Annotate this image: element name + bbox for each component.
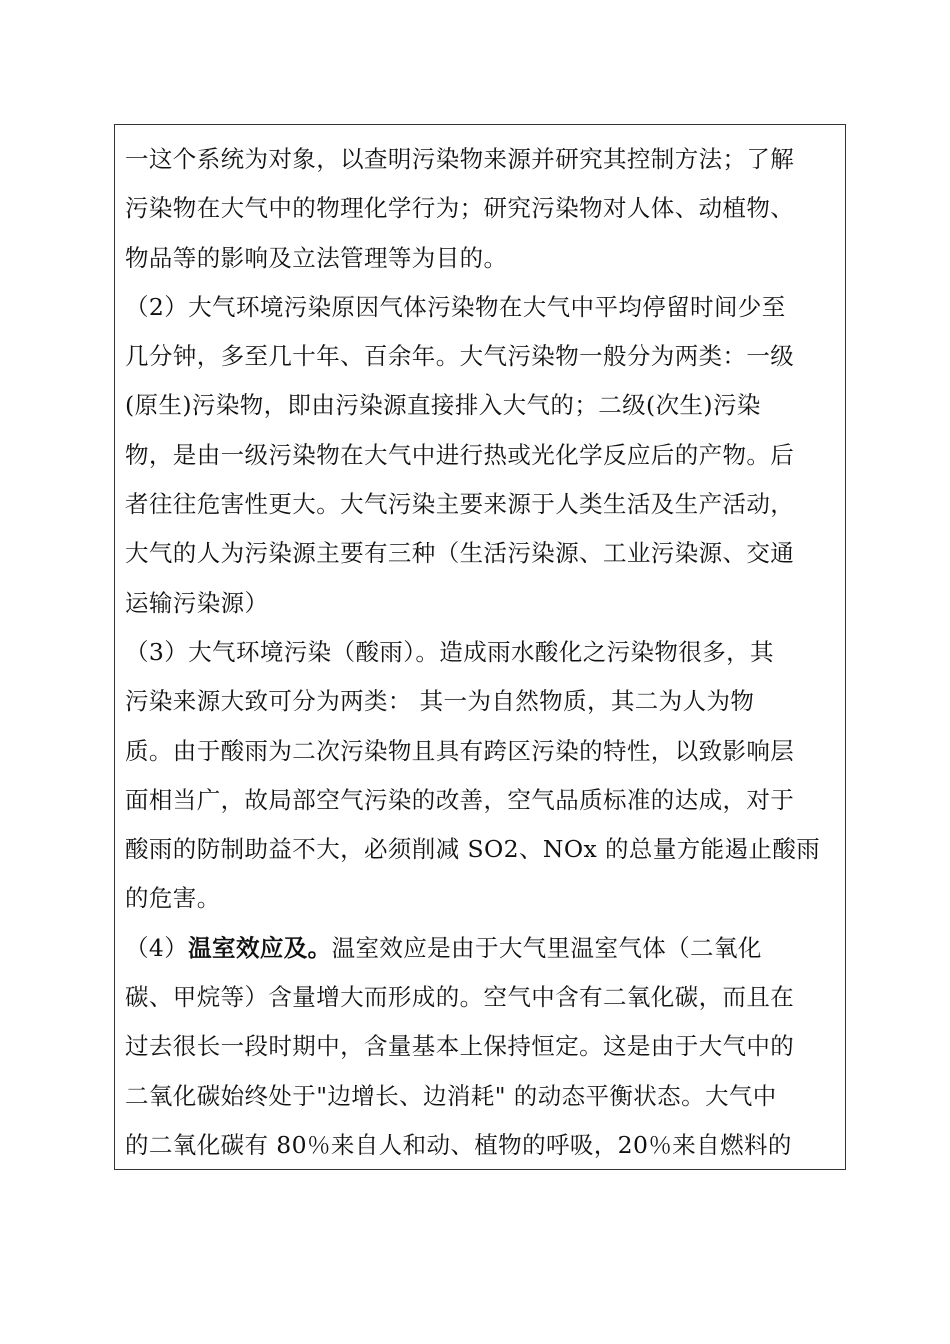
text-line-11: （3）大气环境污染（酸雨）。造成雨水酸化之污染物很多，其 [125, 637, 774, 666]
section-4-heading: 温室效应及。 [188, 933, 332, 962]
text-line-12: 污染来源大致可分为两类： 其一为自然物质，其二为人为物 [125, 687, 755, 716]
section-4-number: （4） [125, 933, 189, 962]
text-line-13: 质。由于酸雨为二次污染物且具有跨区污染的特性，以致影响层 [125, 736, 795, 765]
text-line-4: （2）大气环境污染原因气体污染物在大气中平均停留时间少至 [125, 292, 786, 321]
text-line-8: 者往往危害性更大。大气污染主要来源于人类生活及生产活动， [125, 490, 795, 519]
text-line-17 [125, 924, 837, 973]
text-line-20: 二氧化碳始终处于"边增长、边消耗" 的动态平衡状态。大气中 [125, 1081, 777, 1110]
text-frame [114, 124, 846, 1170]
text-line-19: 过去很长一段时期中，含量基本上保持恒定。这是由于大气中的 [125, 1032, 795, 1061]
document-body [125, 135, 837, 1170]
text-line-14: 面相当广，故局部空气污染的改善，空气品质标准的达成，对于 [125, 785, 795, 814]
text-line-10: 运输污染源） [125, 588, 269, 617]
text-line-6: (原生)污染物，即由污染源直接排入大气的；二级(次生)污染 [125, 391, 761, 420]
text-line-9: 大气的人为污染源主要有三种（生活污染源、工业污染源、交通 [125, 539, 795, 568]
text-line-15: 酸雨的防制助益不大，必须削减 SO2、NOx 的总量方能遏止酸雨 [125, 835, 821, 864]
text-line-2: 污染物在大气中的物理化学行为；研究污染物对人体、动植物、 [125, 194, 795, 223]
text-line-5: 几分钟，多至几十年、百余年。大气污染物一般分为两类：一级 [125, 342, 795, 371]
text-line-18: 碳、甲烷等）含量增大而形成的。空气中含有二氧化碳，而且在 [125, 983, 795, 1012]
text-line-3: 物品等的影响及立法管理等为目的。 [125, 243, 508, 272]
text-line-7: 物，是由一级污染物在大气中进行热或光化学反应后的产物。后 [125, 440, 795, 469]
text-line-16: 的危害。 [125, 884, 221, 913]
text-line-21: 的二氧化碳有 80％来自人和动、植物的呼吸，20％来自燃料的 [125, 1130, 792, 1159]
section-4-text: 温室效应是由于大气里温室气体（二氧化 [331, 933, 762, 962]
text-line-1: 一这个系统为对象，以查明污染物来源并研究其控制方法；了解 [125, 145, 795, 173]
